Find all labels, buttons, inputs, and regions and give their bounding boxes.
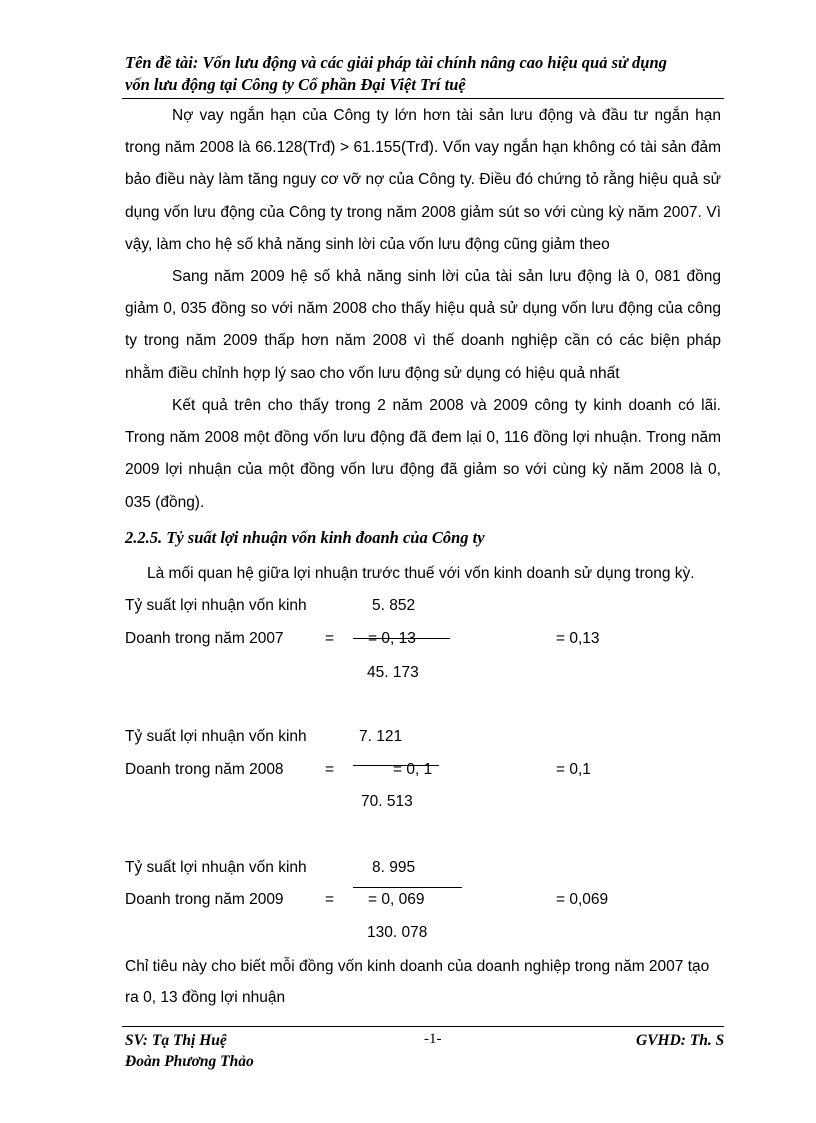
formula-label-line1: Tỷ suất lợi nhuận vốn kinh — [125, 859, 307, 876]
paragraph-3-text: Kết quả trên cho thấy trong 2 năm 2008 và 2009 công ty kinh doanh có lãi. Trong năm 2008 một đồng vốn lưu động đã đem lại 0, 116 đồng lợi nhuận. Trong năm 2009 lợi nhuận của một đồng vốn lưu động đã giảm so với cùng kỳ năm 2008 là 0, 035 (đồng). — [125, 397, 721, 511]
footer-student: SV: Tạ Thị Huệ — [125, 1032, 227, 1049]
formula-numerator: 5. 852 — [372, 597, 416, 614]
formula-denominator: 70. 513 — [361, 793, 413, 810]
formula-result: = 0,069 — [556, 891, 609, 908]
section-heading: 2.2.5. Tỷ suất lợi nhuận vốn kinh đoanh của Công ty — [125, 528, 485, 547]
fraction-bar — [353, 765, 439, 766]
paragraph-1 — [125, 100, 721, 261]
formula-equals: = — [325, 630, 335, 647]
formula-equals: = — [325, 891, 335, 908]
formula-equals: = — [325, 761, 335, 778]
section-intro: Là mối quan hệ giữa lợi nhuận trước thuế với vốn kinh doanh sử dụng trong kỳ. — [147, 565, 695, 582]
fraction-bar — [353, 887, 462, 888]
document-title-line-2: vốn lưu động tại Công ty Cổ phần Đại Việt Trí tuệ — [125, 75, 466, 94]
formula-label-line2: Doanh trong năm 2009 — [125, 891, 284, 908]
formula-label-line1: Tỷ suất lợi nhuận vốn kinh — [125, 728, 307, 745]
formula-numerator: 8. 995 — [372, 859, 416, 876]
header-divider — [122, 98, 724, 99]
paragraph-2 — [125, 261, 721, 390]
paragraph-3 — [125, 390, 721, 519]
formula-label-line1: Tỷ suất lợi nhuận vốn kinh — [125, 597, 307, 614]
formula-inner-value: = 0, 069 — [368, 891, 425, 908]
conclusion-line-1: Chỉ tiêu này cho biết mỗi đồng vốn kinh doanh của doanh nghiệp trong năm 2007 tạo — [125, 958, 710, 975]
formula-result: = 0,13 — [556, 630, 600, 647]
formula-numerator: 7. 121 — [359, 728, 403, 745]
formula-inner-value: = 0, 13 — [368, 630, 416, 647]
fraction-bar — [353, 638, 450, 639]
formula-inner-value: = 0, 1 — [393, 761, 433, 778]
formula-denominator: 45. 173 — [367, 664, 419, 681]
footer-student-2: Đoàn Phương Thảo — [125, 1053, 254, 1070]
paragraph-1-text: Nợ vay ngắn hạn của Công ty lớn hơn tài sản lưu động và đầu tư ngắn hạn trong năm 2008 là 66.128(Trđ) > 61.155(Trđ). Vốn vay ngắn hạn không có tài sản đảm bảo điều này làm tăng nguy cơ vỡ nợ của Công ty. Điều đó chứng tỏ rằng hiệu quả sử dụng vốn lưu động của Công ty trong năm 2008 giảm sút so với cùng kỳ năm 2007. Vì vậy, làm cho hệ số khả năng sinh lời của vốn lưu động cũng giảm theo — [125, 107, 721, 253]
footer-advisor: GVHD: Th. S — [636, 1032, 725, 1049]
document-title-line-1: Tên đề tài: Vốn lưu động và các giải pháp tài chính nâng cao hiệu quả sử dụng — [125, 53, 667, 72]
formula-label-line2: Doanh trong năm 2007 — [125, 630, 284, 647]
paragraph-2-text: Sang năm 2009 hệ số khả năng sinh lời của tài sản lưu động là 0, 081 đồng giảm 0, 035 đồng so với năm 2008 cho thấy hiệu quả sử dụng vốn lưu động của công ty trong năm 2009 thấp hơn năm 2008 vì thế doanh nghiệp cần có các biện pháp nhằm điều chỉnh hợp lý sao cho vốn lưu động sử dụng có hiệu quả nhất — [125, 268, 721, 382]
page-number: -1- — [424, 1031, 442, 1047]
formula-result: = 0,1 — [556, 761, 591, 778]
formula-label-line2: Doanh trong năm 2008 — [125, 761, 284, 778]
footer-divider — [122, 1026, 724, 1027]
conclusion-line-2: ra 0, 13 đồng lợi nhuận — [125, 989, 286, 1006]
formula-denominator: 130. 078 — [367, 924, 428, 941]
